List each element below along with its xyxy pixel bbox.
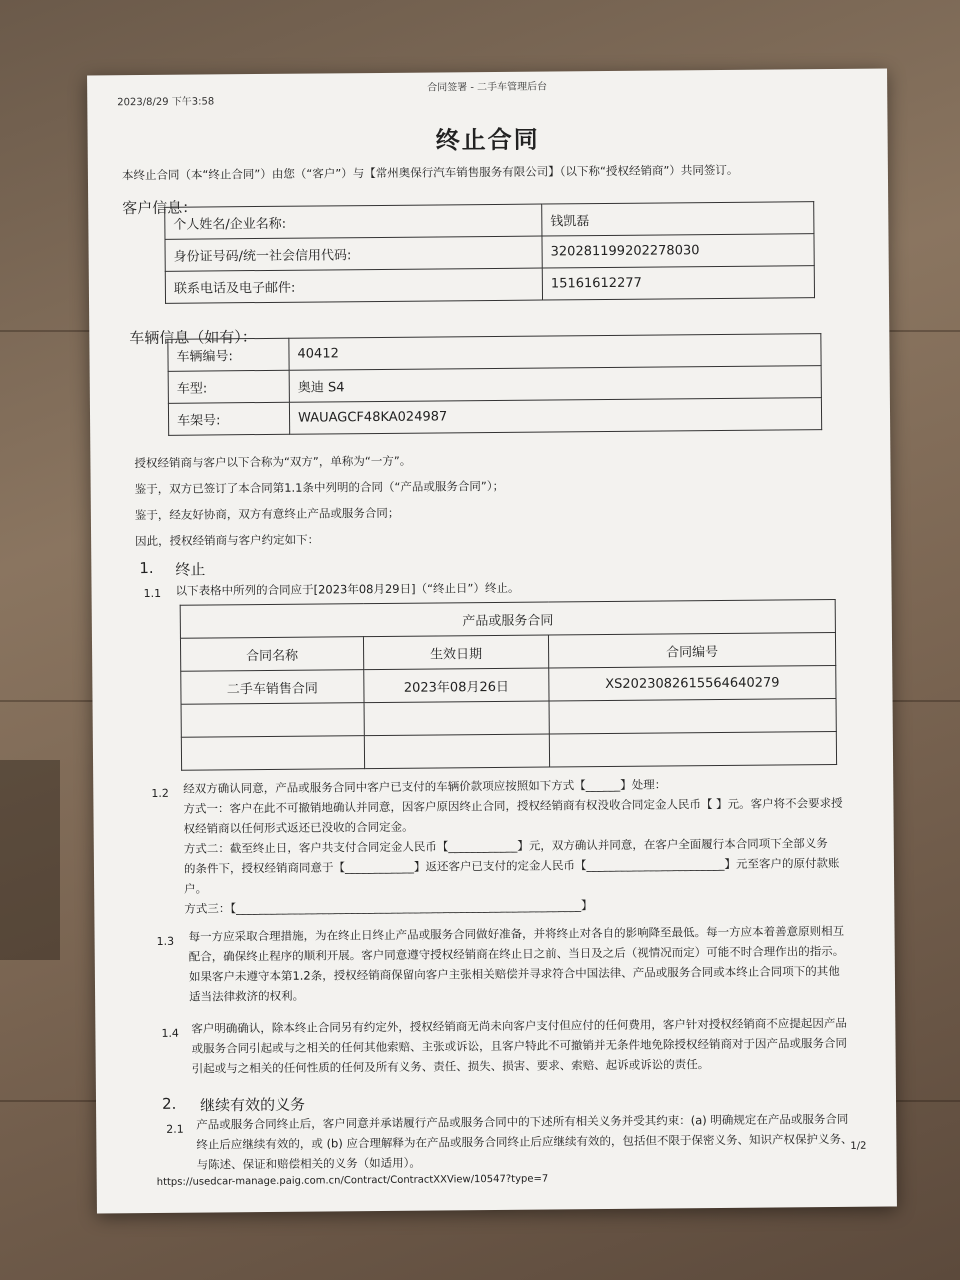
table-row: [181, 731, 836, 770]
document-title: 终止合同: [435, 125, 540, 155]
clause-line: 户。: [184, 881, 208, 896]
recital: 鉴于，双方已签订了本合同第1.1条中列明的合同（“产品或服务合同”）；: [134, 478, 505, 497]
field-label: 身份证号码/统一社会信用代码:: [165, 236, 542, 271]
table-caption: 产品或服务合同: [180, 600, 835, 639]
table-row: [165, 266, 814, 304]
vehicle-info-table: [167, 333, 822, 436]
recital: 鉴于，经友好协商，双方有意终止产品或服务合同；: [134, 505, 400, 523]
recital: 因此，授权经销商与客户约定如下：: [135, 532, 320, 549]
clause-line: 经双方确认同意，产品或服务合同中客户已支付的车辆价款项应按照如下方式【______】处理：: [183, 777, 667, 796]
clause-line: 每一方应采取合理措施，为在终止日终止产品或服务合同做好准备，并将终止对各自的影响降至最低。每一方应本着善意原则相互: [188, 923, 845, 944]
field-value: 奥迪 S4: [289, 366, 821, 403]
clause-line: 客户明确确认，除本终止合同另有约定外，授权经销商无尚未向客户支付但应付的任何费用，客户针对授权经销商不应提起因产品: [191, 1015, 847, 1036]
print-timestamp: 2023/8/29 下午3:58: [117, 96, 215, 109]
field-label: 个人姓名/企业名称:: [165, 204, 542, 239]
clause-2-1: [196, 1109, 890, 1175]
vehicle-info-label: 车辆信息（如有）：: [129, 328, 257, 348]
customer-info-table: [164, 201, 815, 304]
clause-1-2: [183, 773, 884, 919]
table-cell: [181, 703, 364, 738]
print-header: [117, 75, 857, 109]
table-cell: [364, 734, 549, 769]
section-1-number: 1.: [139, 558, 154, 578]
table-cell: 二手车销售合同: [181, 670, 364, 705]
clause-number: 1.2: [151, 786, 169, 800]
section-2-number: 2.: [161, 1094, 177, 1113]
field-value: WAUAGCF48KA024987: [289, 398, 821, 435]
clause-line: 产品或服务合同终止后，客户同意并承诺履行产品或服务合同中的下述所有相关义务并受其约束：(a) 明确规定在产品或服务合同: [196, 1111, 849, 1132]
clause-1-4: [191, 1013, 891, 1079]
clause-line: 与陈述、保证和赔偿相关的义务（如适用）。: [196, 1155, 421, 1172]
clause-number: 1.3: [156, 934, 175, 948]
field-label: 车架号:: [168, 402, 289, 435]
clause-line: 方式二：截至终止日，客户共支付合同定金人民币【____________】元，双方确认并同意，在客户全面履行本合同项下全部义务: [183, 836, 828, 856]
clause-line: 或服务合同引起或与之相关的任何其他索赔、主张或诉讼，且客户特此不可撤销并无条件地免除授权经销商对于因产品或服务合同: [191, 1035, 848, 1056]
clause-1-3: [188, 921, 889, 1007]
contract-table: [180, 599, 837, 771]
column-header: 合同编号: [548, 633, 835, 669]
column-header: 合同名称: [180, 637, 363, 672]
table-cell: [549, 731, 836, 767]
field-value: 15161612277: [542, 266, 814, 300]
clause-line: 终止后应继续有效的，或 (b) 应合理解释为在产品或服务合同终止后应继续有效的，包括但不限于保密义务、知识产权保护义务、: [196, 1131, 853, 1152]
clause-line: 引起或与之相关的任何性质的任何及所有义务、责任、损失、损害、要求、索赔、起诉或诉讼的责任。: [191, 1057, 710, 1076]
clause-line: 如果客户未遵守本第1.2条，授权经销商保留向客户主张相关赔偿并寻求符合中国法律、产品或服务合同或本终止合同项下的其他: [188, 963, 840, 984]
contract-paper: [87, 69, 897, 1214]
clause-line: 配合，确保终止程序的顺利开展。客户同意遵守授权经销商在终止日之前、当日及之后（视情况而定）可能不时合理作出的指示。: [188, 943, 845, 964]
clause-line: 方式一：客户在此不可撤销地确认并同意，因客户原因终止合同，授权经销商有权没收合同定金人民币【 】元。客户将不会要求授: [183, 795, 843, 816]
field-value: 钱凯磊: [542, 202, 814, 236]
clause-1-1-text: 以下表格中所列的合同应于[2023年08月29日]（“终止日”）终止。: [175, 580, 520, 598]
print-url: https://usedcar-manage.paig.com.cn/Contract/ContractXXView/10547?type=7: [156, 1173, 549, 1188]
table-cell: [181, 736, 364, 771]
table-row: [168, 398, 821, 436]
clause-number: 1.1: [143, 586, 162, 601]
table-cell: XS20230826155646402​79: [549, 666, 836, 702]
field-value: 40412: [289, 334, 821, 371]
clause-line: 的条件下，授权经销商同意于【____________】返还客户已支付的定金人民币【________________________】元至客户的原付款账: [183, 855, 840, 876]
field-label: 联系电话及电子邮件:: [165, 268, 542, 303]
print-page-title: 合同签署 - 二手车管理后台: [427, 81, 548, 94]
customer-info-label: 客户信息：: [122, 198, 198, 218]
section-1-title: 终止: [175, 560, 206, 579]
field-label: 车型:: [168, 370, 289, 403]
field-value: 320281199202278030: [542, 234, 814, 268]
page-number: 1/2: [850, 1140, 867, 1152]
field-label: 车辆编号:: [168, 338, 289, 371]
table-cell: [364, 701, 549, 736]
clause-line: 权经销商以任何形式返还已没收的合同定金。: [183, 819, 414, 836]
clause-line: 方式三：【____________________________________________________________】: [184, 898, 593, 916]
recital: 授权经销商与客户以下合称为“双方”，单称为“一方”。: [134, 453, 412, 471]
clause-number: 1.4: [161, 1026, 179, 1040]
table-cell: [549, 699, 836, 735]
column-header: 生效日期: [363, 635, 548, 670]
section-2-title: 继续有效的义务: [199, 1095, 306, 1115]
shadow-area: [0, 760, 60, 960]
clause-number: 2.1: [166, 1122, 184, 1136]
clause-line: 适当法律救济的权利。: [189, 988, 305, 1004]
intro-paragraph: 本终止合同（本“终止合同”）由您（“客户”）与【常州奥保行汽车销售服务有限公司】（以下称“授权经销商”）共同签订。: [121, 162, 739, 183]
table-cell: 2023年08月26日: [364, 668, 549, 703]
